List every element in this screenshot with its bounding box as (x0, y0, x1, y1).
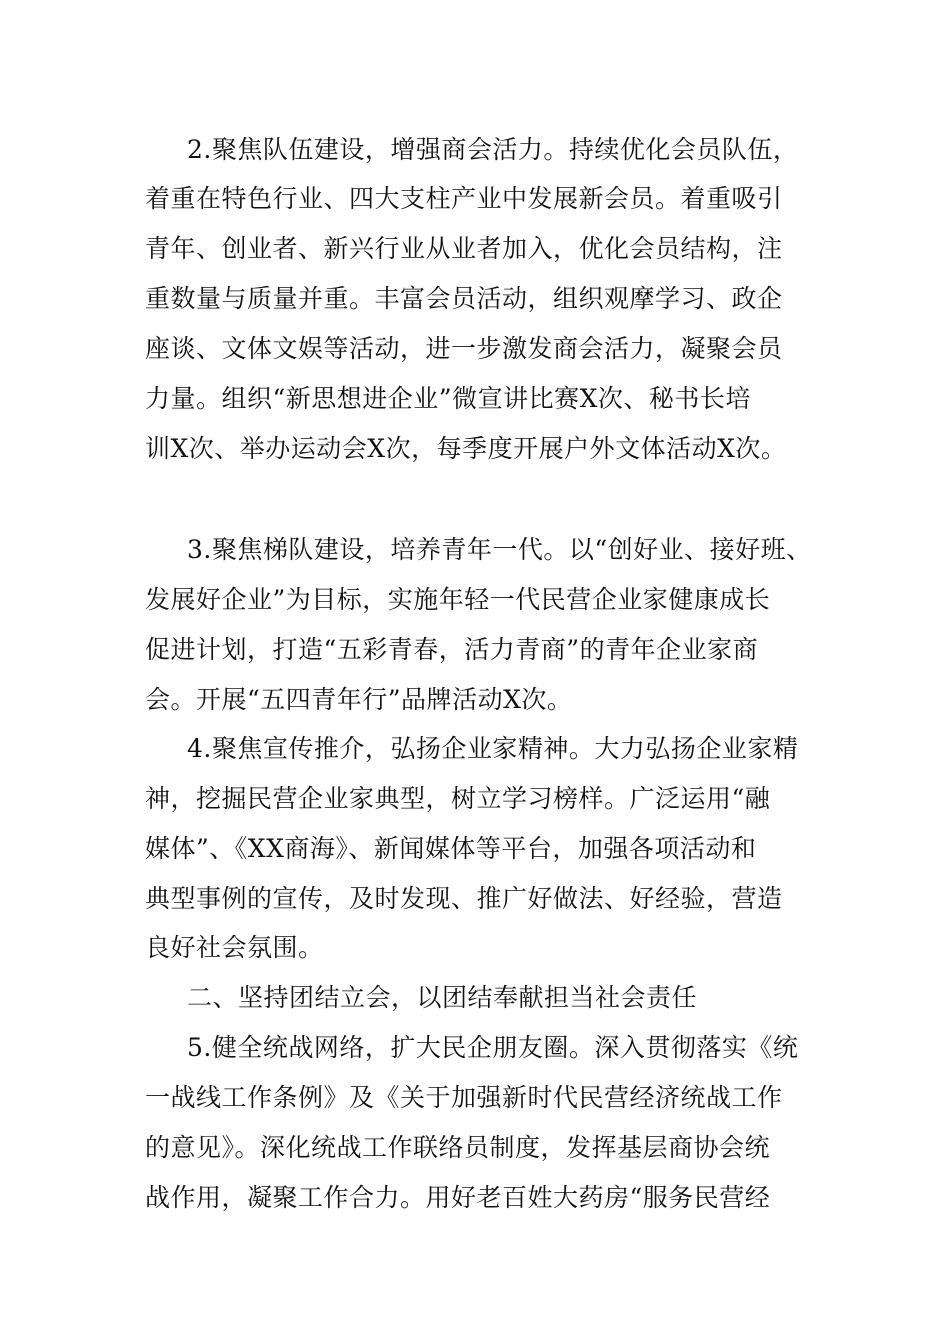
paragraph-line: 媒体”、《XX商海》、新闻媒体等平台，加强各项活动和 (145, 834, 757, 863)
paragraph-line: 一战线工作条例》及《关于加强新时代民营经济统战工作 (145, 1083, 783, 1112)
paragraph-line: 2.聚焦队伍建设，增强商会活力。持续优化会员队伍， (187, 135, 799, 164)
paragraph-line: 典型事例的宣传，及时发现、推广好做法、好经验，营造 (145, 884, 783, 913)
paragraph-line: 发展好企业”为目标，实施年轻一代民营企业家健康成长 (145, 585, 771, 614)
paragraph-line: 着重在特色行业、四大支柱产业中发展新会员。着重吸引 (145, 184, 783, 213)
paragraph-line: 良好社会氛围。 (145, 933, 324, 962)
paragraph-line: 的意见》。深化统战工作联络员制度，发挥基层商协会统 (145, 1133, 771, 1162)
paragraph-line: 促进计划，打造“五彩青春，活力青商”的青年企业家商 (145, 635, 759, 664)
paragraph-line: 青年、创业者、新兴行业从业者加入，优化会员结构，注 (145, 234, 783, 263)
paragraph-line: 力量。组织“新思想进企业”微宣讲比赛X次、秘书长培 (145, 384, 751, 413)
paragraph-line: 会。开展“五四青年行”品牌活动X次。 (145, 685, 573, 714)
paragraph-line: 4.聚焦宣传推介，弘扬企业家精神。大力弘扬企业家精 (187, 734, 799, 763)
paragraph-line: 座谈、文体文娱等活动，进一步激发商会活力，凝聚会员 (145, 334, 783, 363)
paragraph-line: 5.健全统战网络，扩大民企朋友圈。深入贯彻落实《统 (187, 1033, 799, 1062)
paragraph-line: 战作用，凝聚工作合力。用好老百姓大药房“服务民营经 (145, 1183, 771, 1212)
paragraph-line: 重数量与质量并重。丰富会员活动，组织观摩学习、政企 (145, 284, 783, 313)
paragraph-line: 神，挖掘民营企业家典型，树立学习榜样。广泛运用“融 (145, 784, 771, 813)
section-heading: 二、坚持团结立会，以团结奉献担当社会责任 (187, 983, 698, 1012)
paragraph-line: 3.聚焦梯队建设，培养青年一代。以“创好业、接好班、 (187, 535, 812, 564)
paragraph-line: 训X次、举办运动会X次，每季度开展户外文体活动X次。 (145, 434, 787, 463)
